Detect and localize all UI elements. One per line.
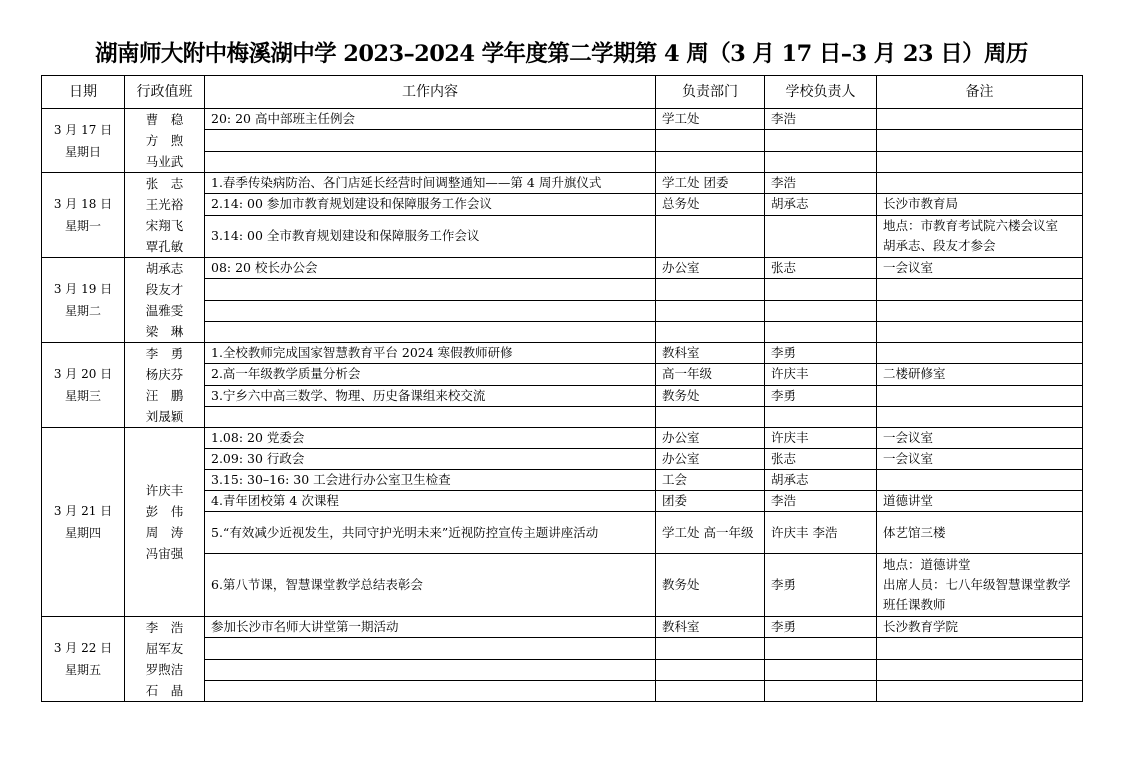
day-cell — [42, 258, 125, 343]
content-cell — [205, 321, 656, 342]
leader-cell — [765, 406, 877, 427]
duty-person: 许庆丰 — [145, 483, 184, 498]
content-cell: 1.08: 20 党委会 — [205, 428, 656, 449]
notes-cell: 道德讲堂 — [877, 491, 1083, 512]
duty-person: 彭 伟 — [145, 504, 184, 519]
leader-cell: 李勇 — [765, 385, 877, 406]
weekday-label: 星期三 — [64, 389, 101, 403]
duty-cell — [125, 109, 205, 173]
leader-cell: 许庆丰 — [765, 428, 877, 449]
schedule-body — [42, 109, 1083, 702]
day-cell — [42, 428, 125, 617]
weekday-label: 星期二 — [64, 304, 101, 318]
notes-cell — [877, 406, 1083, 427]
duty-cell — [125, 428, 205, 617]
leader-cell: 张志 — [765, 449, 877, 470]
content-cell — [205, 130, 656, 151]
content-cell — [205, 151, 656, 172]
schedule-row — [42, 173, 1083, 194]
date-label: 3 月 22 日 — [53, 641, 113, 655]
day-cell — [42, 109, 125, 173]
duty-person: 温雅雯 — [145, 303, 184, 318]
content-cell: 3.宁乡六中高三数学、物理、历史备课组来校交流 — [205, 385, 656, 406]
date-label: 3 月 19 日 — [53, 282, 113, 296]
leader-cell — [765, 300, 877, 321]
duty-person: 李 浩 — [145, 620, 184, 635]
date-label: 3 月 17 日 — [53, 122, 113, 137]
notes-cell — [877, 279, 1083, 300]
content-cell: 6.第八节课，智慧课堂教学总结表彰会 — [205, 554, 656, 617]
notes-cell — [877, 321, 1083, 342]
header-row — [42, 76, 1083, 109]
leader-cell: 许庆丰 — [765, 364, 877, 385]
department-cell — [656, 659, 765, 680]
leader-cell: 张志 — [765, 258, 877, 279]
department-cell — [656, 151, 765, 172]
notes-cell — [877, 130, 1083, 151]
leader-cell: 李浩 — [765, 109, 877, 130]
department-cell — [656, 638, 765, 659]
day-cell — [42, 173, 125, 258]
date-label: 3 月 20 日 — [53, 367, 113, 381]
department-cell: 教务处 — [656, 385, 765, 406]
department-cell: 高一年级 — [656, 364, 765, 385]
content-cell: 08: 20 校长办公会 — [205, 258, 656, 279]
content-cell: 1.春季传染病防治、各门店延长经营时间调整通知——第 4 周升旗仪式 — [205, 173, 656, 194]
leader-cell: 李浩 — [765, 491, 877, 512]
notes-cell: 二楼研修室 — [877, 364, 1083, 385]
header-notes: 备注 — [877, 76, 1083, 109]
department-cell — [656, 215, 765, 258]
schedule-table — [41, 75, 1083, 702]
duty-cell — [125, 258, 205, 343]
notes-cell: 地点：道德讲堂 出席人员：七八年级智慧课堂教学班任课教师 — [877, 554, 1083, 617]
notes-cell — [877, 151, 1083, 172]
duty-person: 石 晶 — [145, 683, 184, 698]
day-cell — [42, 617, 125, 702]
leader-cell — [765, 659, 877, 680]
content-cell: 1.全校教师完成国家智慧教育平台 2024 寒假教师研修 — [205, 343, 656, 364]
content-cell: 2.09: 30 行政会 — [205, 449, 656, 470]
schedule-row — [42, 617, 1083, 638]
leader-cell: 许庆丰 李浩 — [765, 512, 877, 554]
header-content: 工作内容 — [205, 76, 656, 109]
content-cell: 3.15: 30–16: 30 工会进行办公室卫生检查 — [205, 470, 656, 491]
notes-cell — [877, 638, 1083, 659]
header-department: 负责部门 — [656, 76, 765, 109]
notes-cell — [877, 470, 1083, 491]
duty-person: 李 勇 — [145, 346, 184, 361]
content-cell: 2.高一年级教学质量分析会 — [205, 364, 656, 385]
notes-cell — [877, 659, 1083, 680]
duty-person: 方 煦 — [145, 133, 184, 148]
department-cell: 教科室 — [656, 343, 765, 364]
content-cell — [205, 279, 656, 300]
duty-cell — [125, 617, 205, 702]
department-cell — [656, 321, 765, 342]
department-cell: 教科室 — [656, 617, 765, 638]
notes-cell — [877, 173, 1083, 194]
notes-cell — [877, 343, 1083, 364]
notes-cell — [877, 385, 1083, 406]
department-cell — [656, 300, 765, 321]
content-cell: 5.“有效减少近视发生，共同守护光明未来”近视防控宣传主题讲座活动 — [205, 512, 656, 554]
department-cell: 学工处 高一年级 — [656, 512, 765, 554]
duty-person: 杨庆芬 — [145, 367, 184, 382]
leader-cell: 李浩 — [765, 173, 877, 194]
duty-person: 屈军友 — [145, 641, 184, 656]
notes-cell: 一会议室 — [877, 449, 1083, 470]
duty-person: 段友才 — [145, 282, 184, 297]
notes-cell: 体艺馆三楼 — [877, 512, 1083, 554]
leader-cell: 胡承志 — [765, 194, 877, 215]
department-cell: 团委 — [656, 491, 765, 512]
content-cell — [205, 659, 656, 680]
duty-person: 曹 稳 — [145, 112, 184, 127]
header-duty: 行政值班 — [125, 76, 205, 109]
leader-cell — [765, 151, 877, 172]
notes-cell — [877, 109, 1083, 130]
duty-person: 宋翔飞 — [145, 218, 184, 233]
notes-cell: 长沙教育学院 — [877, 617, 1083, 638]
date-label: 3 月 18 日 — [53, 197, 113, 211]
content-cell: 4.青年团校第 4 次课程 — [205, 491, 656, 512]
notes-cell: 地点：市教育考试院六楼会议室 胡承志、段友才参会 — [877, 215, 1083, 258]
department-cell — [656, 279, 765, 300]
department-cell: 教务处 — [656, 554, 765, 617]
leader-cell: 胡承志 — [765, 470, 877, 491]
leader-cell — [765, 279, 877, 300]
notes-cell: 一会议室 — [877, 428, 1083, 449]
header-date: 日期 — [42, 76, 125, 109]
duty-person: 冯宙强 — [145, 546, 184, 561]
duty-person: 周 涛 — [145, 525, 184, 540]
duty-cell — [125, 173, 205, 258]
leader-cell — [765, 680, 877, 701]
duty-person: 覃孔敏 — [145, 239, 184, 254]
day-cell — [42, 343, 125, 428]
duty-person: 罗煦洁 — [145, 662, 184, 677]
schedule-row — [42, 258, 1083, 279]
header-leader: 学校负责人 — [765, 76, 877, 109]
leader-cell: 李勇 — [765, 343, 877, 364]
duty-person: 马业武 — [145, 154, 184, 169]
leader-cell — [765, 321, 877, 342]
content-cell — [205, 300, 656, 321]
duty-person: 刘晟颖 — [145, 409, 184, 424]
notes-cell — [877, 680, 1083, 701]
duty-person: 王光裕 — [145, 197, 184, 212]
weekday-label: 星期五 — [64, 663, 101, 677]
department-cell: 办公室 — [656, 449, 765, 470]
department-cell: 学工处 — [656, 109, 765, 130]
department-cell — [656, 406, 765, 427]
content-cell: 3.14: 00 全市教育规划建设和保障服务工作会议 — [205, 215, 656, 258]
notes-cell: 一会议室 — [877, 258, 1083, 279]
duty-cell — [125, 343, 205, 428]
department-cell: 总务处 — [656, 194, 765, 215]
leader-cell — [765, 215, 877, 258]
page-title: 湖南师大附中梅溪湖中学 2023–2024 学年度第二学期第 4 周（3 月 17 日–3 月 23 日）周历 — [95, 41, 1028, 67]
duty-person: 汪 鹏 — [145, 388, 184, 403]
department-cell: 办公室 — [656, 428, 765, 449]
duty-person: 胡承志 — [145, 261, 184, 276]
leader-cell — [765, 638, 877, 659]
department-cell — [656, 130, 765, 151]
leader-cell: 李勇 — [765, 617, 877, 638]
content-cell — [205, 638, 656, 659]
leader-cell — [765, 130, 877, 151]
notes-cell: 长沙市教育局 — [877, 194, 1083, 215]
date-label: 3 月 21 日 — [53, 504, 113, 518]
schedule-row — [42, 428, 1083, 449]
notes-cell — [877, 300, 1083, 321]
schedule-row — [42, 343, 1083, 364]
content-cell — [205, 680, 656, 701]
department-cell: 学工处 团委 — [656, 173, 765, 194]
duty-person: 张 志 — [145, 176, 184, 191]
department-cell: 办公室 — [656, 258, 765, 279]
schedule-row — [42, 109, 1083, 130]
content-cell: 20: 20 高中部班主任例会 — [205, 109, 656, 130]
department-cell — [656, 680, 765, 701]
weekday-label: 星期日 — [64, 144, 101, 159]
content-cell: 2.14: 00 参加市教育规划建设和保障服务工作会议 — [205, 194, 656, 215]
department-cell: 工会 — [656, 470, 765, 491]
duty-person: 梁 琳 — [145, 324, 184, 339]
content-cell: 参加长沙市名师大讲堂第一期活动 — [205, 617, 656, 638]
content-cell — [205, 406, 656, 427]
weekday-label: 星期四 — [64, 526, 101, 540]
leader-cell: 李勇 — [765, 554, 877, 617]
weekday-label: 星期一 — [64, 219, 101, 233]
